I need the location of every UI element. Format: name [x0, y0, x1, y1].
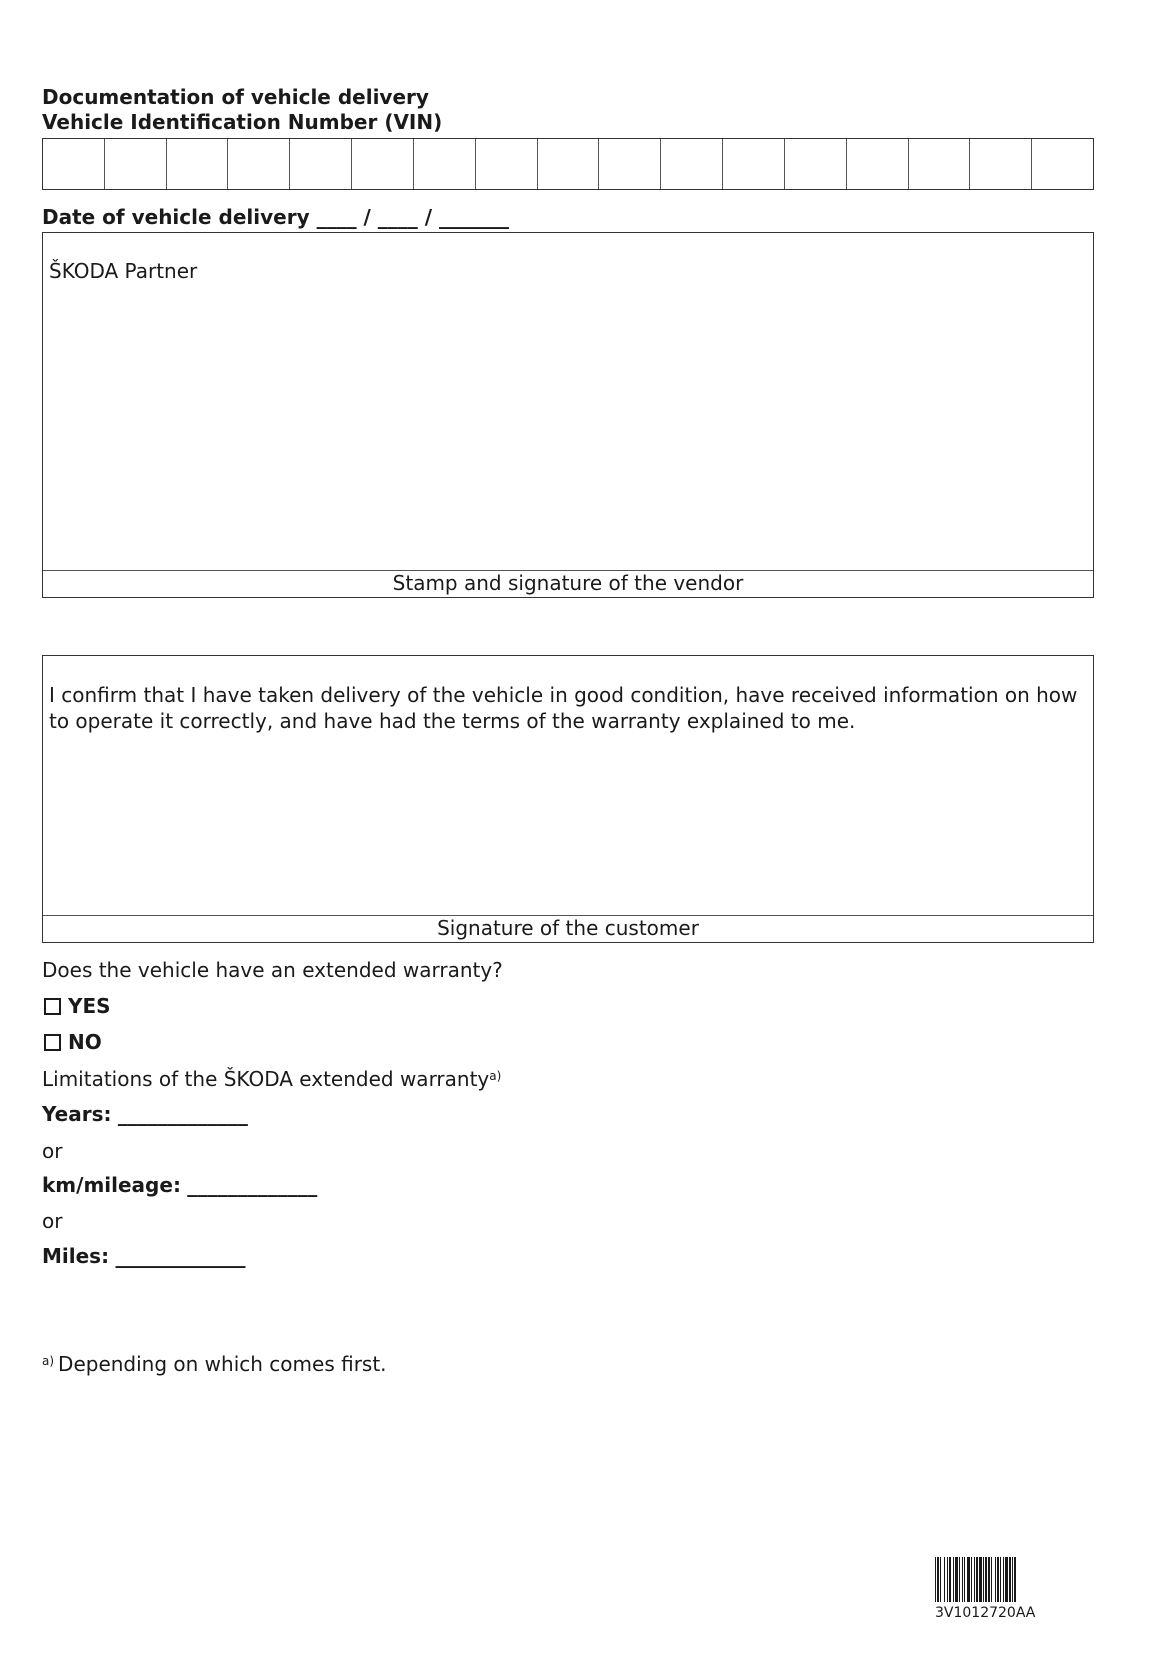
footnote-marker: a) — [489, 1069, 502, 1083]
vin-cell[interactable] — [228, 139, 290, 189]
years-label: Years: — [42, 1102, 112, 1126]
vin-cell[interactable] — [599, 139, 661, 189]
vin-cell[interactable] — [290, 139, 352, 189]
vin-cell[interactable] — [476, 139, 538, 189]
km-blank[interactable]: _____________ — [187, 1173, 318, 1197]
customer-signature-label: Signature of the customer — [437, 916, 699, 940]
vin-cell[interactable] — [167, 139, 229, 189]
vin-grid — [42, 138, 1094, 190]
document-title: Documentation of vehicle delivery — [42, 85, 429, 109]
vin-cell[interactable] — [105, 139, 167, 189]
barcode-image — [935, 1557, 1094, 1602]
vin-cell[interactable] — [785, 139, 847, 189]
vin-cell[interactable] — [847, 139, 909, 189]
vin-cell[interactable] — [970, 139, 1032, 189]
vin-cell[interactable] — [1032, 139, 1093, 189]
customer-confirmation-text: I confirm that I have taken delivery of the vehicle in good condition, have received information on how to operate it correctly, and have had the terms of the warranty explained to me. — [49, 683, 1078, 733]
extended-warranty-question: Does the vehicle have an extended warranty? — [42, 958, 503, 982]
miles-blank[interactable]: _____________ — [115, 1244, 246, 1268]
miles-label: Miles: — [42, 1244, 110, 1268]
years-blank[interactable]: _____________ — [117, 1102, 248, 1126]
skoda-partner-label: ŠKODA Partner — [49, 259, 198, 283]
limitations-text: Limitations of the ŠKODA extended warranty — [42, 1067, 490, 1091]
checkbox-icon[interactable] — [44, 998, 61, 1015]
km-row[interactable] — [42, 1173, 317, 1198]
customer-box — [42, 655, 1094, 943]
delivery-date-line[interactable]: Date of vehicle delivery ____ / ____ / _______ — [42, 205, 510, 229]
km-label: km/mileage: — [42, 1173, 181, 1197]
footnote — [42, 1352, 387, 1377]
vin-cell[interactable] — [723, 139, 785, 189]
vin-cell[interactable] — [43, 139, 105, 189]
miles-row[interactable] — [42, 1244, 245, 1269]
years-row[interactable] — [42, 1102, 248, 1127]
vendor-box — [42, 232, 1094, 598]
vin-cell[interactable] — [352, 139, 414, 189]
vin-cell[interactable] — [538, 139, 600, 189]
no-label: NO — [68, 1030, 102, 1054]
or-separator: or — [42, 1209, 63, 1233]
barcode-number: 3V1012720AA — [935, 1605, 1036, 1621]
vin-cell[interactable] — [909, 139, 971, 189]
yes-label: YES — [68, 994, 111, 1018]
yes-option[interactable] — [44, 994, 111, 1019]
vin-cell[interactable] — [414, 139, 476, 189]
warranty-limitations-label — [42, 1067, 501, 1092]
vendor-signature-label: Stamp and signature of the vendor — [392, 571, 744, 595]
checkbox-icon[interactable] — [44, 1034, 61, 1051]
no-option[interactable] — [44, 1030, 102, 1055]
vin-cell[interactable] — [661, 139, 723, 189]
footnote-marker: a) — [42, 1354, 55, 1368]
or-separator: or — [42, 1139, 63, 1163]
vin-label: Vehicle Identification Number (VIN) — [42, 110, 443, 134]
footnote-text: Depending on which comes first. — [58, 1352, 387, 1376]
